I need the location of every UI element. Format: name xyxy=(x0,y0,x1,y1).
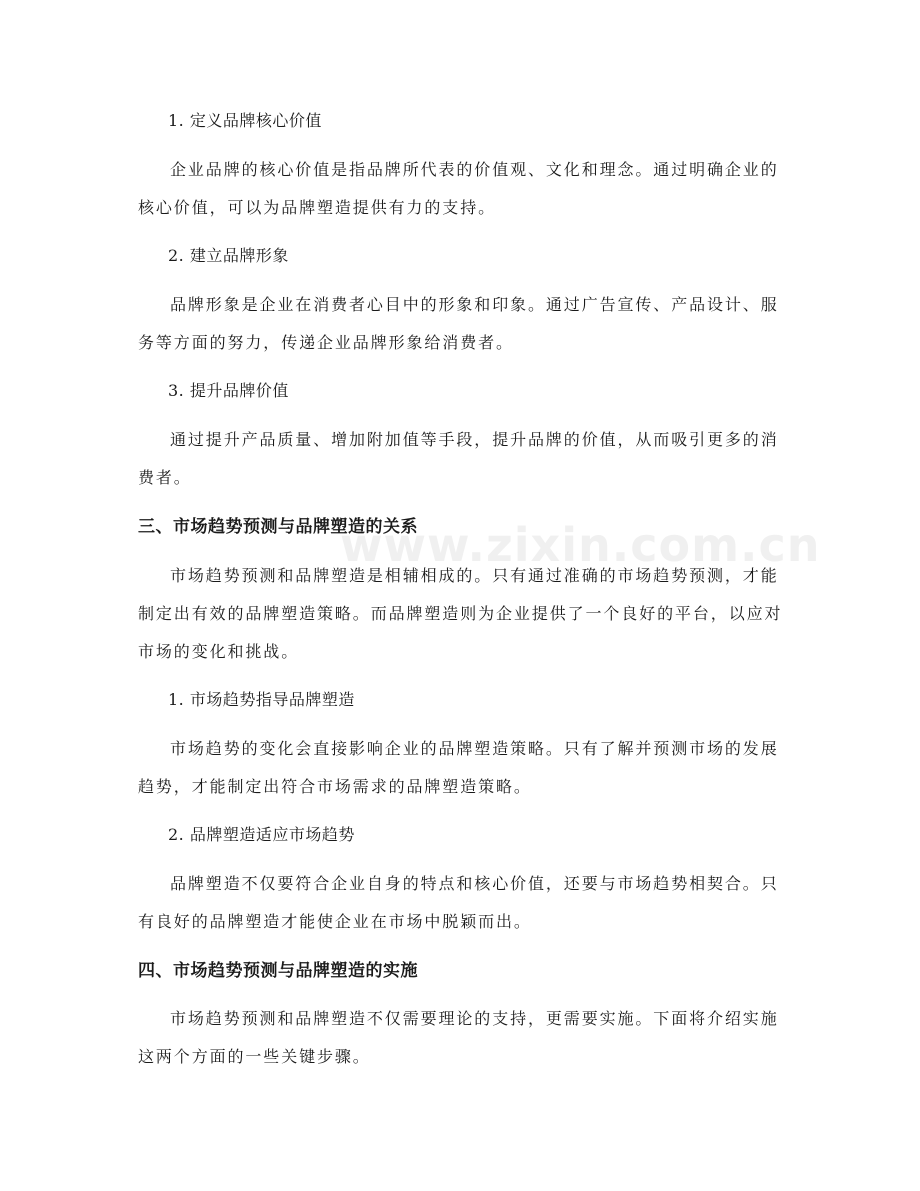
paragraph-line: 市场趋势的变化会直接影响企业的品牌塑造策略。只有了解并预测市场的发展 xyxy=(170,739,779,758)
paragraph-brand-adapts-trend xyxy=(138,865,784,941)
paragraph-line: 核心价值，可以为品牌塑造提供有力的支持。 xyxy=(138,198,497,217)
paragraph-implementation xyxy=(138,1000,784,1076)
paragraph-trend-guides-brand xyxy=(138,730,784,806)
paragraph-line: 务等方面的努力，传递企业品牌形象给消费者。 xyxy=(138,333,514,352)
paragraph-line: 这两个方面的一些关键步骤。 xyxy=(138,1047,371,1066)
subheading-define-core-value: 1. 定义品牌核心价值 xyxy=(168,111,322,130)
paragraph-relationship xyxy=(138,557,784,671)
subheading-build-image: 2. 建立品牌形象 xyxy=(168,246,289,265)
subheading-trend-guides-brand: 1. 市场趋势指导品牌塑造 xyxy=(168,690,355,709)
paragraph-line: 费者。 xyxy=(138,468,192,487)
paragraph-line: 市场趋势预测和品牌塑造不仅需要理论的支持，更需要实施。下面将介绍实施 xyxy=(170,1009,779,1028)
section-heading-relationship: 三、市场趋势预测与品牌塑造的关系 xyxy=(138,517,418,537)
section-heading-implementation: 四、市场趋势预测与品牌塑造的实施 xyxy=(138,961,418,981)
paragraph-line: 市场趋势预测和品牌塑造是相辅相成的。只有通过准确的市场趋势预测，才能 xyxy=(170,566,779,585)
paragraph-line: 品牌塑造不仅要符合企业自身的特点和核心价值，还要与市场趋势相契合。只 xyxy=(170,874,779,893)
paragraph-core-value xyxy=(138,151,784,227)
subheading-brand-adapts-trend: 2. 品牌塑造适应市场趋势 xyxy=(168,825,355,844)
paragraph-brand-value xyxy=(138,421,784,497)
paragraph-line: 市场的变化和挑战。 xyxy=(138,642,300,661)
watermark: www.zixin.com.cn xyxy=(340,518,821,572)
paragraph-line: 品牌形象是企业在消费者心目中的形象和印象。通过广告宣传、产品设计、服 xyxy=(170,295,779,314)
paragraph-line: 有良好的品牌塑造才能使企业在市场中脱颖而出。 xyxy=(138,912,532,931)
paragraph-line: 通过提升产品质量、增加附加值等手段，提升品牌的价值，从而吸引更多的消 xyxy=(170,430,779,449)
paragraph-line: 制定出有效的品牌塑造策略。而品牌塑造则为企业提供了一个良好的平台，以应对 xyxy=(138,604,783,623)
paragraph-brand-image xyxy=(138,286,784,362)
paragraph-line: 企业品牌的核心价值是指品牌所代表的价值观、文化和理念。通过明确企业的 xyxy=(170,160,779,179)
paragraph-line: 趋势，才能制定出符合市场需求的品牌塑造策略。 xyxy=(138,777,532,796)
subheading-raise-value: 3. 提升品牌价值 xyxy=(168,381,289,400)
